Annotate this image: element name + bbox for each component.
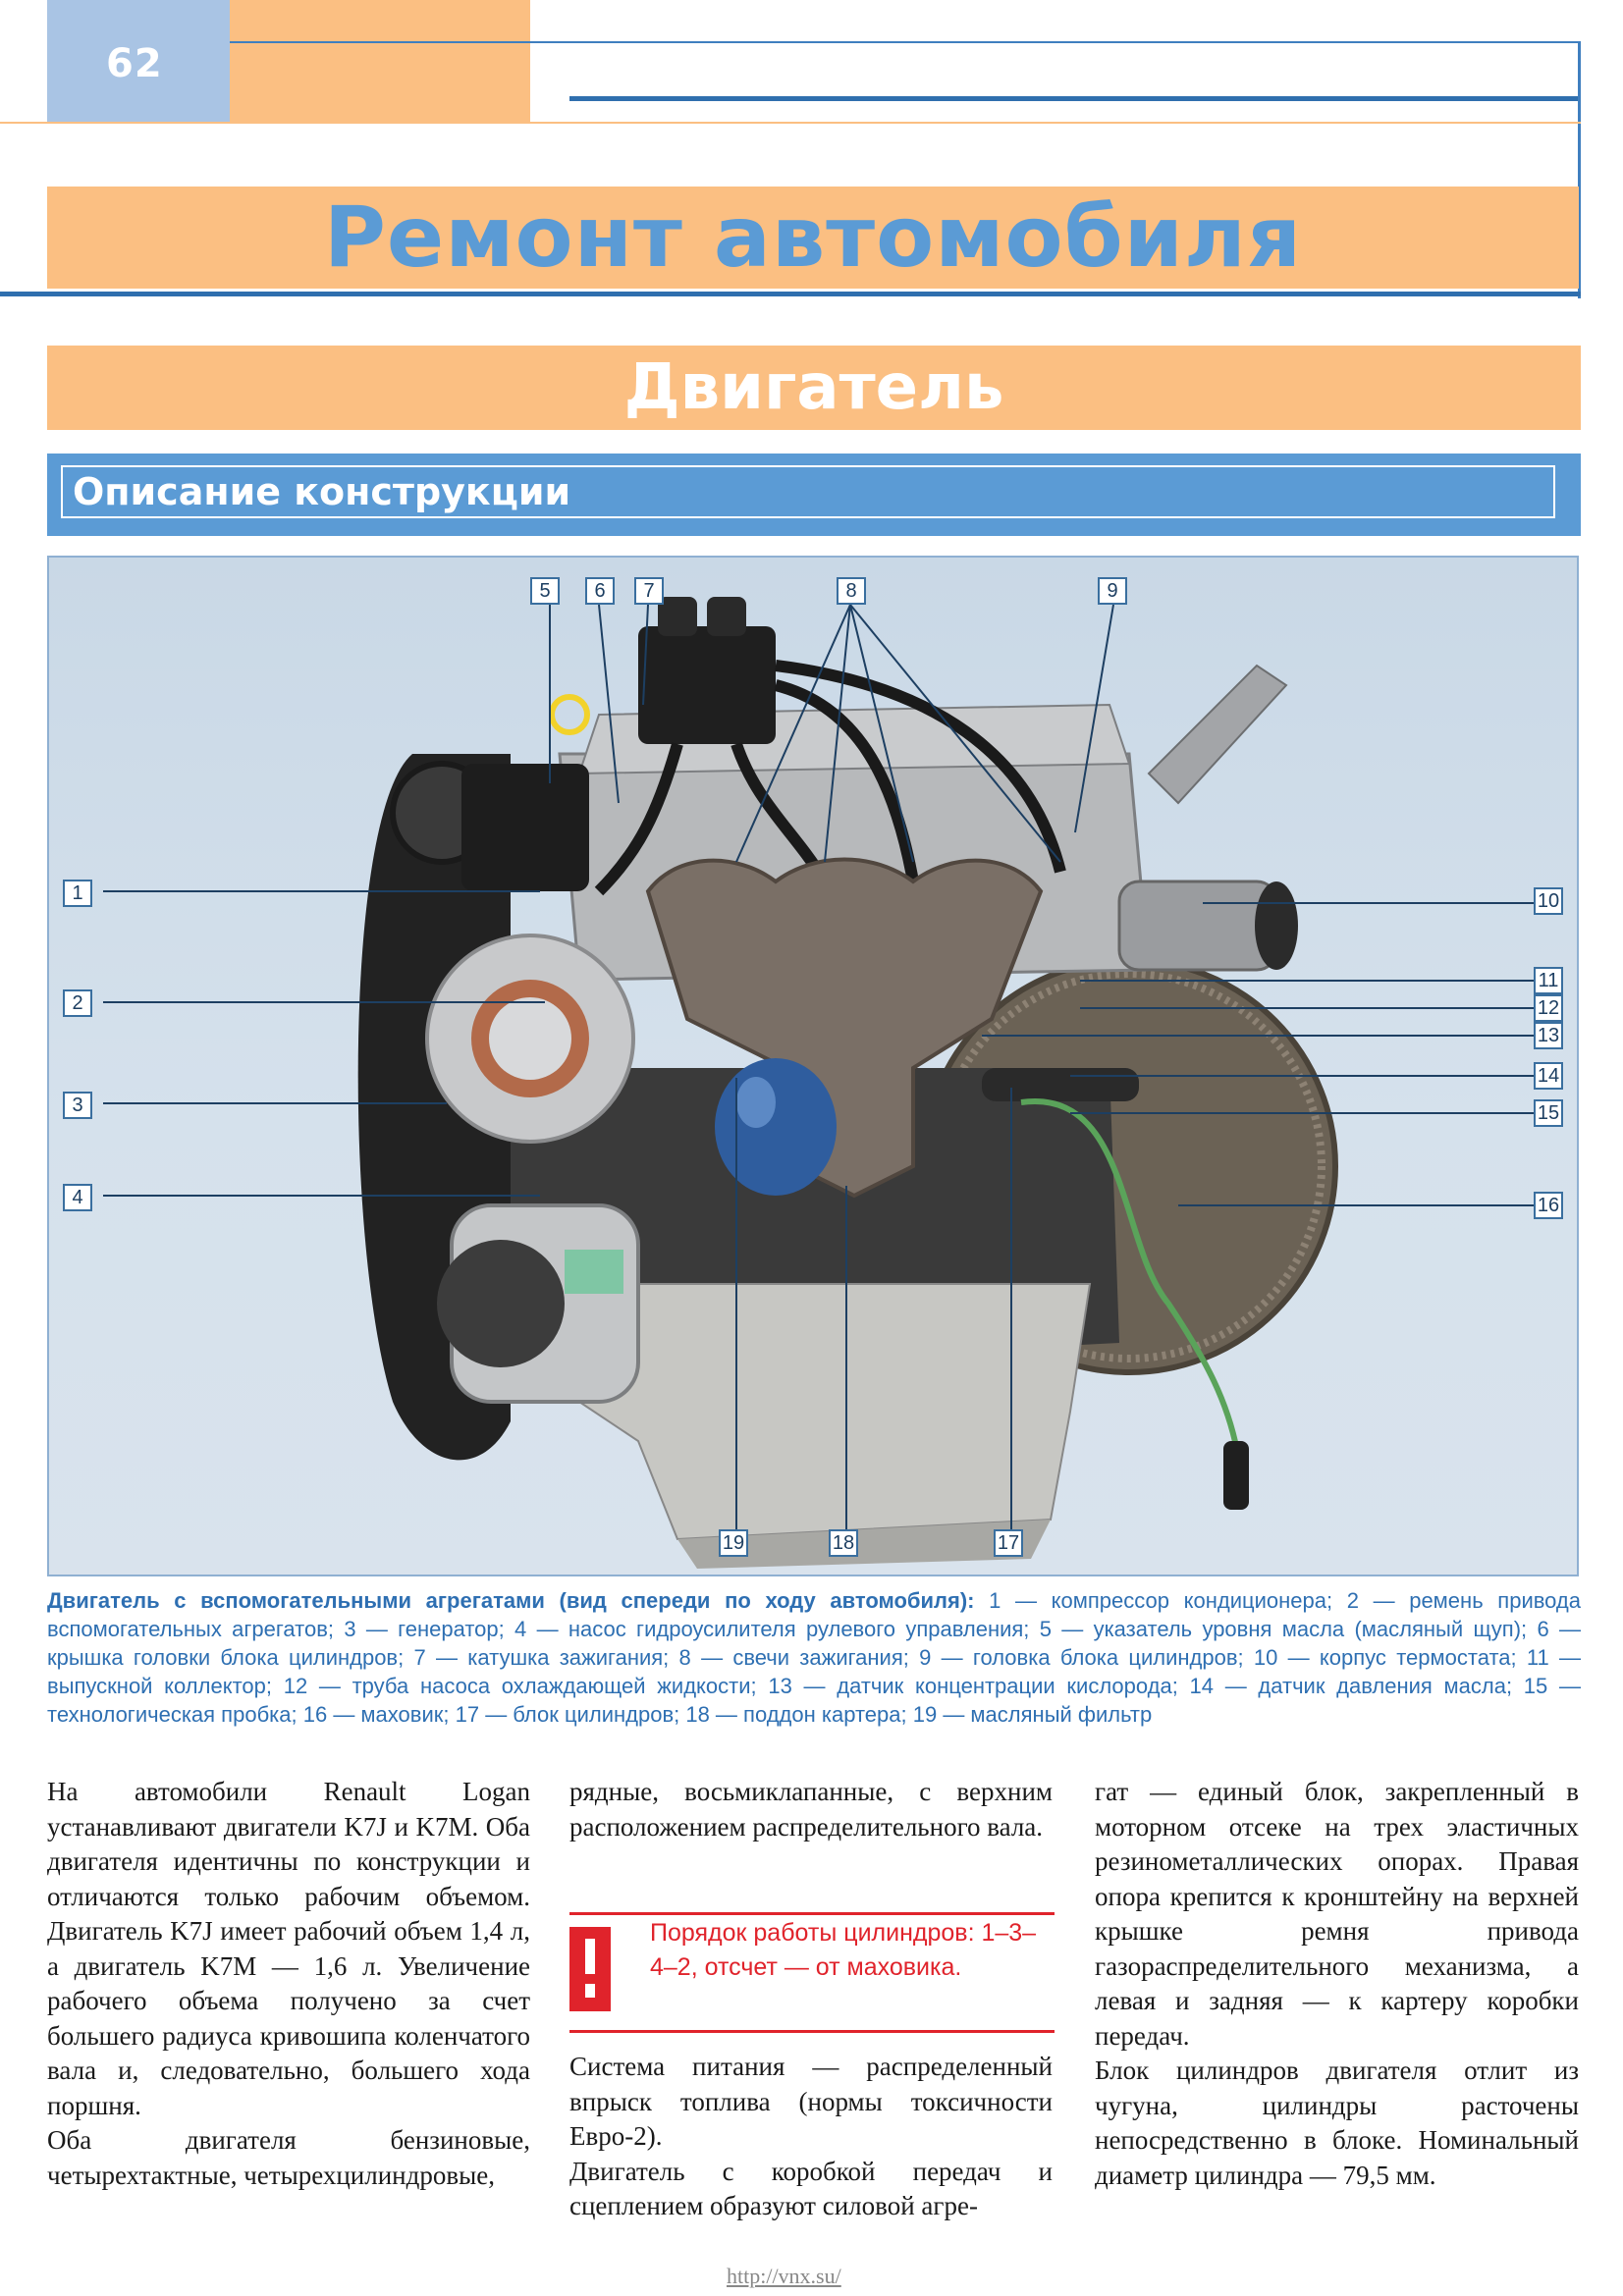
callout-13: 13 bbox=[1534, 1022, 1563, 1049]
figure-caption-lead: Двигатель с вспомогательными агрегатами (вид спереди по ходу автомобиля): bbox=[47, 1588, 975, 1613]
callout-9: 9 bbox=[1098, 577, 1127, 605]
callout-17: 17 bbox=[994, 1529, 1023, 1557]
callout-10: 10 bbox=[1534, 887, 1563, 915]
callout-15: 15 bbox=[1534, 1099, 1563, 1127]
callout-12: 12 bbox=[1534, 994, 1563, 1022]
body-column-2 bbox=[569, 1775, 1053, 1844]
paragraph: рядные, восьмиклапанные, с верхним расположением распределительного вала. bbox=[569, 1777, 1053, 1842]
paragraph: Двигатель с коробкой передач и сцеплением образуют силовой агре- bbox=[569, 2156, 1053, 2220]
paragraph: Система питания — распределенный впрыск топлива (нормы токсичности Евро-2). bbox=[569, 2052, 1053, 2151]
callout-8: 8 bbox=[837, 577, 866, 605]
callout-1: 1 bbox=[63, 880, 92, 907]
body-column-1 bbox=[47, 1775, 530, 2193]
footer-link[interactable]: http://vnx.su/ bbox=[727, 2264, 841, 2288]
callout-5: 5 bbox=[530, 577, 560, 605]
callout-14: 14 bbox=[1534, 1062, 1563, 1090]
header-rule-peach bbox=[0, 122, 1581, 124]
warning-rule-bottom bbox=[569, 2030, 1055, 2033]
subsection-title: Описание конструкции bbox=[73, 470, 571, 513]
chapter-title: Двигатель bbox=[623, 351, 1004, 424]
paragraph: гат — единый блок, закрепленный в моторном отсеке на трех эластичных резинометаллических опорах. Правая опора крепится к кронштейну на верхней крышке ремня привода газораспределительного механизма, а левая и задняя — к картеру коробки передач. bbox=[1095, 1777, 1579, 2051]
header-rule-top bbox=[230, 41, 1581, 43]
callout-16: 16 bbox=[1534, 1192, 1563, 1219]
callout-19: 19 bbox=[719, 1529, 748, 1557]
section-title-underline bbox=[0, 292, 1581, 296]
figure-caption bbox=[47, 1586, 1581, 1729]
callout-7: 7 bbox=[634, 577, 664, 605]
paragraph: На автомобили Renault Logan устанавливают двигатели K7J и K7M. Оба двигателя идентичны по конструкции и отличаются только рабочим объемом. Двигатель K7J имеет рабочий объем 1,4 л, а двигатель K7M — 1,6 л. Увеличение рабочего объема получено за счет большего радиуса кривошипа коленчатого вала и, следовательно, большего хода поршня. bbox=[47, 1777, 530, 2120]
callout-11: 11 bbox=[1534, 967, 1563, 994]
body-column-3 bbox=[1095, 1775, 1579, 2193]
callout-6: 6 bbox=[585, 577, 615, 605]
header-rule-thick bbox=[569, 96, 1581, 101]
warning-icon-bar bbox=[585, 1939, 595, 1974]
warning-text: Порядок работы цилиндров: 1–3–4–2, отсчет — от маховика. bbox=[650, 1919, 1037, 1981]
engine-figure bbox=[47, 556, 1579, 1576]
callout-18: 18 bbox=[829, 1529, 858, 1557]
header-orange-block bbox=[230, 0, 530, 122]
callout-3: 3 bbox=[63, 1092, 92, 1119]
figure-caption-text: 1 — компрессор кондиционера; 2 — ремень привода вспомогательных агрегатов; 3 — генератор; 4 — насос гидроусилителя рулевого управления; 5 — указатель уровня масла (масляный щуп); 6 — крышка головки блока цилиндров; 7 — катушка зажигания; 8 — свечи зажигания; 9 — головка блока цилиндров; 10 — корпус термостата; 11 — выпускной коллектор; 12 — труба насоса охлаждающей жидкости; 13 — датчик концентрации кислорода; 14 — датчик давления масла; 15 — технологическая пробка; 16 — маховик; 17 — блок цилиндров; 18 — поддон картера; 19 — масляный фильтр bbox=[47, 1588, 1581, 1727]
paragraph: Оба двигателя бензиновые, четырехтактные, четырехцилиндровые, bbox=[47, 2125, 530, 2190]
callout-4: 4 bbox=[63, 1184, 92, 1211]
warning-icon-dot bbox=[585, 1984, 595, 1998]
paragraph: Блок цилиндров двигателя отлит из чугуна, цилиндры расточены непосредственно в блоке. Номинальный диаметр цилиндра — 79,5 мм. bbox=[1095, 2056, 1579, 2190]
engine-illustration bbox=[49, 558, 1579, 1576]
warning-rule-top bbox=[569, 1912, 1055, 1915]
body-column-2-continued bbox=[569, 2050, 1053, 2224]
callout-2: 2 bbox=[63, 989, 92, 1017]
section-title: Ремонт автомобиля bbox=[323, 188, 1303, 287]
page-number: 62 bbox=[106, 41, 163, 86]
